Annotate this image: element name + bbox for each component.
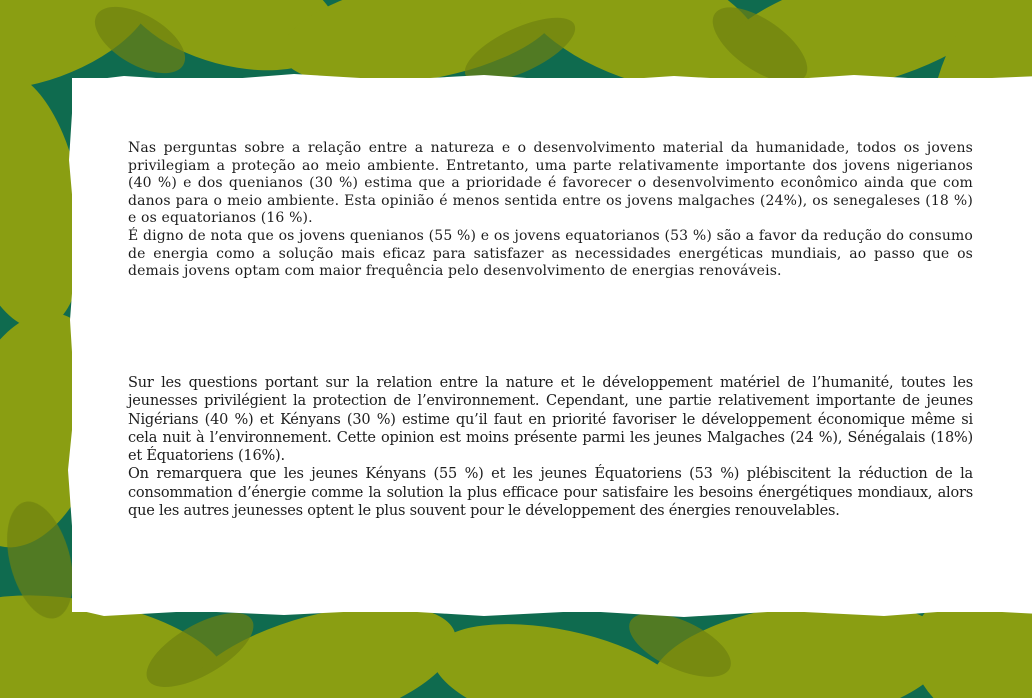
french-paragraph-2: On remarquera que les jeunes Kényans (55 %) et les jeunes Équatoriens (53 %) plébiscitent la réduction de la consommation d’énergie comme la solution la plus efficace pour satisfaire les besoins énergétiques mondiaux, alors que les autres jeunesses optent le plus souvent pour le développement des énergies renouvelables. [128,466,973,520]
french-paragraph-1: Sur les questions portant sur la relation entre la nature et le développement matériel de l’humanité, toutes les jeunesses privilégient la protection de l’environnement. Cependant, une partie relativement importante de jeunes Nigérians (40 %) et Kényans (30 %) estime qu’il faut en priorité favoriser le développement économique même si cela nuit à l’environnement. Cette opinion est moins présente parmi les jeunes Malgaches (24 %), Sénégalais (18%) et Équatoriens (16%). [128,375,973,465]
text-panel [72,78,1032,612]
french-text [128,374,973,520]
portuguese-text [128,140,973,281]
portuguese-paragraph-2: É digno de nota que os jovens quenianos (55 %) e os jovens equatorianos (53 %) são a favor da redução do consumo de energia como a solução mais eficaz para satisfazer as necessidades energéticas mundiais, ao passo que os demais jovens optam com maior frequência pelo desenvolvimento de energias renováveis. [128,227,973,280]
portuguese-paragraph-1: Nas perguntas sobre a relação entre a natureza e o desenvolvimento material da humanidade, todos os jovens privilegiam a proteção ao meio ambiente. Entretanto, uma parte relativamente importante dos jovens nigerianos (40 %) e dos quenianos (30 %) estima que a prioridade é favorecer o desenvolvimento econômico ainda que com danos para o meio ambiente. Esta opinião é menos sentida entre os jovens malgaches (24%), os senegaleses (18 %) e os equatorianos (16 %). [128,140,973,227]
